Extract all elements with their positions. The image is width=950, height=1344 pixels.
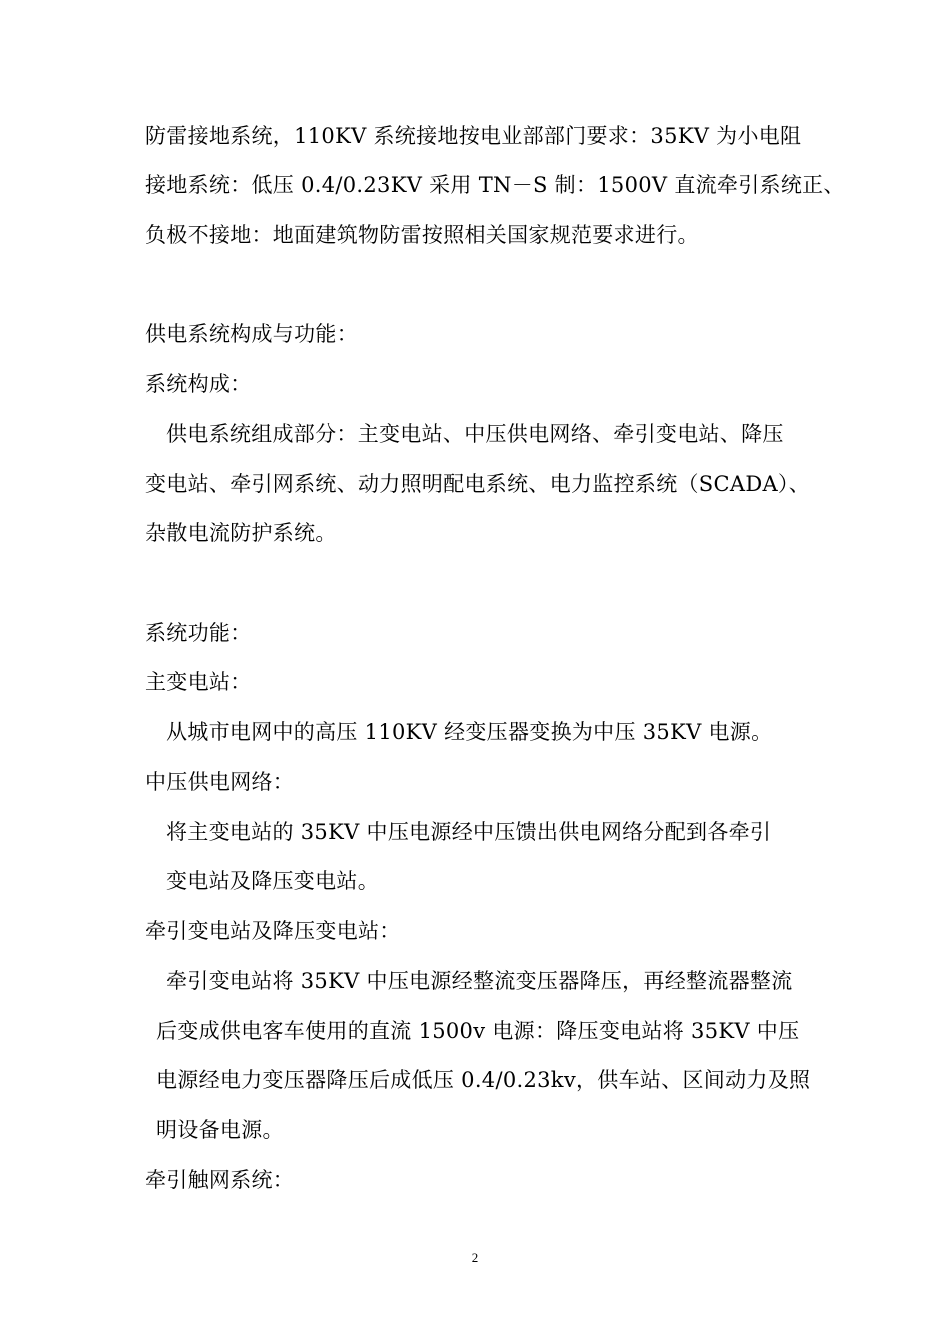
heading-medium-voltage-network: 中压供电网络：: [145, 770, 295, 794]
composition-line-1: 供电系统组成部分：主变电站、中压供电网络、牵引变电站、降压: [166, 422, 784, 446]
heading-main-substation: 主变电站：: [145, 670, 252, 694]
traction-line-2: 后变成供电客车使用的直流 1500v 电源：降压变电站将 35KV 中压: [156, 1019, 800, 1043]
page-number: 2: [471, 1250, 479, 1265]
composition-line-3: 杂散电流防护系统。: [145, 521, 337, 545]
heading-system-function: 系统功能：: [145, 621, 252, 645]
intro-line-2: 接地系统：低压 0.4/0.23KV 采用 TN－S 制：1500V 直流牵引系统正、: [145, 173, 845, 197]
medium-voltage-line-2: 变电站及降压变电站。: [166, 869, 379, 893]
heading-traction-step-down: 牵引变电站及降压变电站：: [145, 919, 401, 943]
heading-composition-function: 供电系统构成与功能：: [145, 322, 358, 346]
medium-voltage-line-1: 将主变电站的 35KV 中压电源经中压馈出供电网络分配到各牵引: [166, 820, 772, 844]
intro-line-1: 防雷接地系统，110KV 系统接地按电业部部门要求：35KV 为小电阻: [145, 124, 802, 148]
intro-line-3: 负极不接地：地面建筑物防雷按照相关国家规范要求进行。: [145, 223, 699, 247]
heading-traction-contact-network: 牵引触网系统：: [145, 1168, 295, 1192]
main-substation-text: 从城市电网中的高压 110KV 经变压器变换为中压 35KV 电源。: [166, 720, 773, 744]
traction-line-4: 明设备电源。: [156, 1118, 284, 1142]
composition-line-2: 变电站、牵引网系统、动力照明配电系统、电力监控系统（SCADA）、: [145, 472, 811, 496]
traction-line-1: 牵引变电站将 35KV 中压电源经整流变压器降压，再经整流器整流: [166, 969, 793, 993]
heading-system-composition: 系统构成：: [145, 372, 252, 396]
traction-line-3: 电源经电力变压器降压后成低压 0.4/0.23kv，供车站、区间动力及照: [156, 1068, 811, 1092]
